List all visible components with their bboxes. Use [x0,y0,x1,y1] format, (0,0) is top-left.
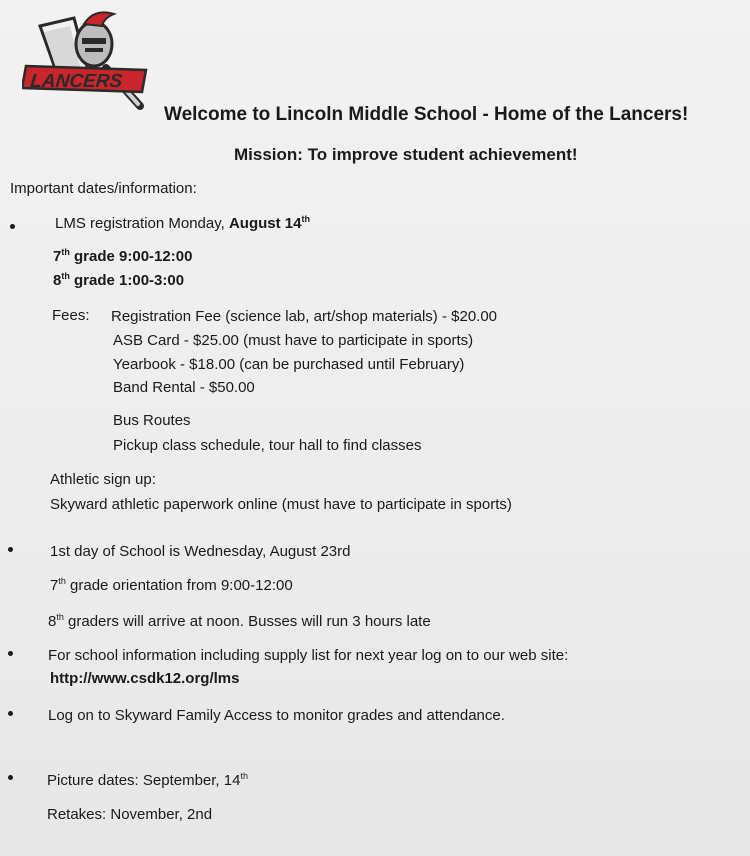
bus-routes: Bus Routes [113,412,191,429]
fees-label: Fees: [52,307,90,324]
bullet [10,224,15,229]
registration-line: LMS registration Monday, August 14th [55,214,310,232]
fee-asb: ASB Card - $25.00 (must have to participate in sports) [113,332,474,349]
mission-statement: Mission: To improve student achievement! [234,145,578,164]
athletic-detail: Skyward athletic paperwork online (must have to participate in sports) [50,496,512,513]
important-label: Important dates/information: [10,180,197,197]
pickup-schedule: Pickup class schedule, tour hall to find classes [113,437,422,454]
logo-text: LANCERS [29,71,124,92]
bullet [8,775,13,780]
grade8-time: 8th grade 1:00-3:00 [53,271,185,289]
grade8-arrival: 8th graders will arrive at noon. Busses will run 3 hours late [48,612,431,630]
lancers-logo [22,8,152,118]
skyward-line: Log on to Skyward Family Access to monitor grades and attendance. [48,707,505,724]
bullet [8,711,13,716]
fee-yearbook: Yearbook - $18.00 (can be purchased until February) [113,356,465,373]
info-line: For school information including supply list for next year log on to our web site: [48,647,569,664]
website-link[interactable]: http://www.csdk12.org/lms [50,670,240,687]
orientation-line: 7th grade orientation from 9:00-12:00 [50,576,293,594]
fee-band: Band Rental - $50.00 [113,379,255,396]
grade7-time: 7th grade 9:00-12:00 [53,247,193,265]
retakes-line: Retakes: November, 2nd [47,806,213,823]
fee-registration: Registration Fee (science lab, art/shop materials) - $20.00 [111,308,498,325]
welcome-heading: Welcome to Lincoln Middle School - Home of the Lancers! [164,104,689,125]
athletic-label: Athletic sign up: [50,471,156,488]
first-day-line: 1st day of School is Wednesday, August 23rd [50,543,351,560]
bullet [8,547,13,552]
picture-dates: Picture dates: September, 14th [47,771,248,789]
bullet [8,651,13,656]
